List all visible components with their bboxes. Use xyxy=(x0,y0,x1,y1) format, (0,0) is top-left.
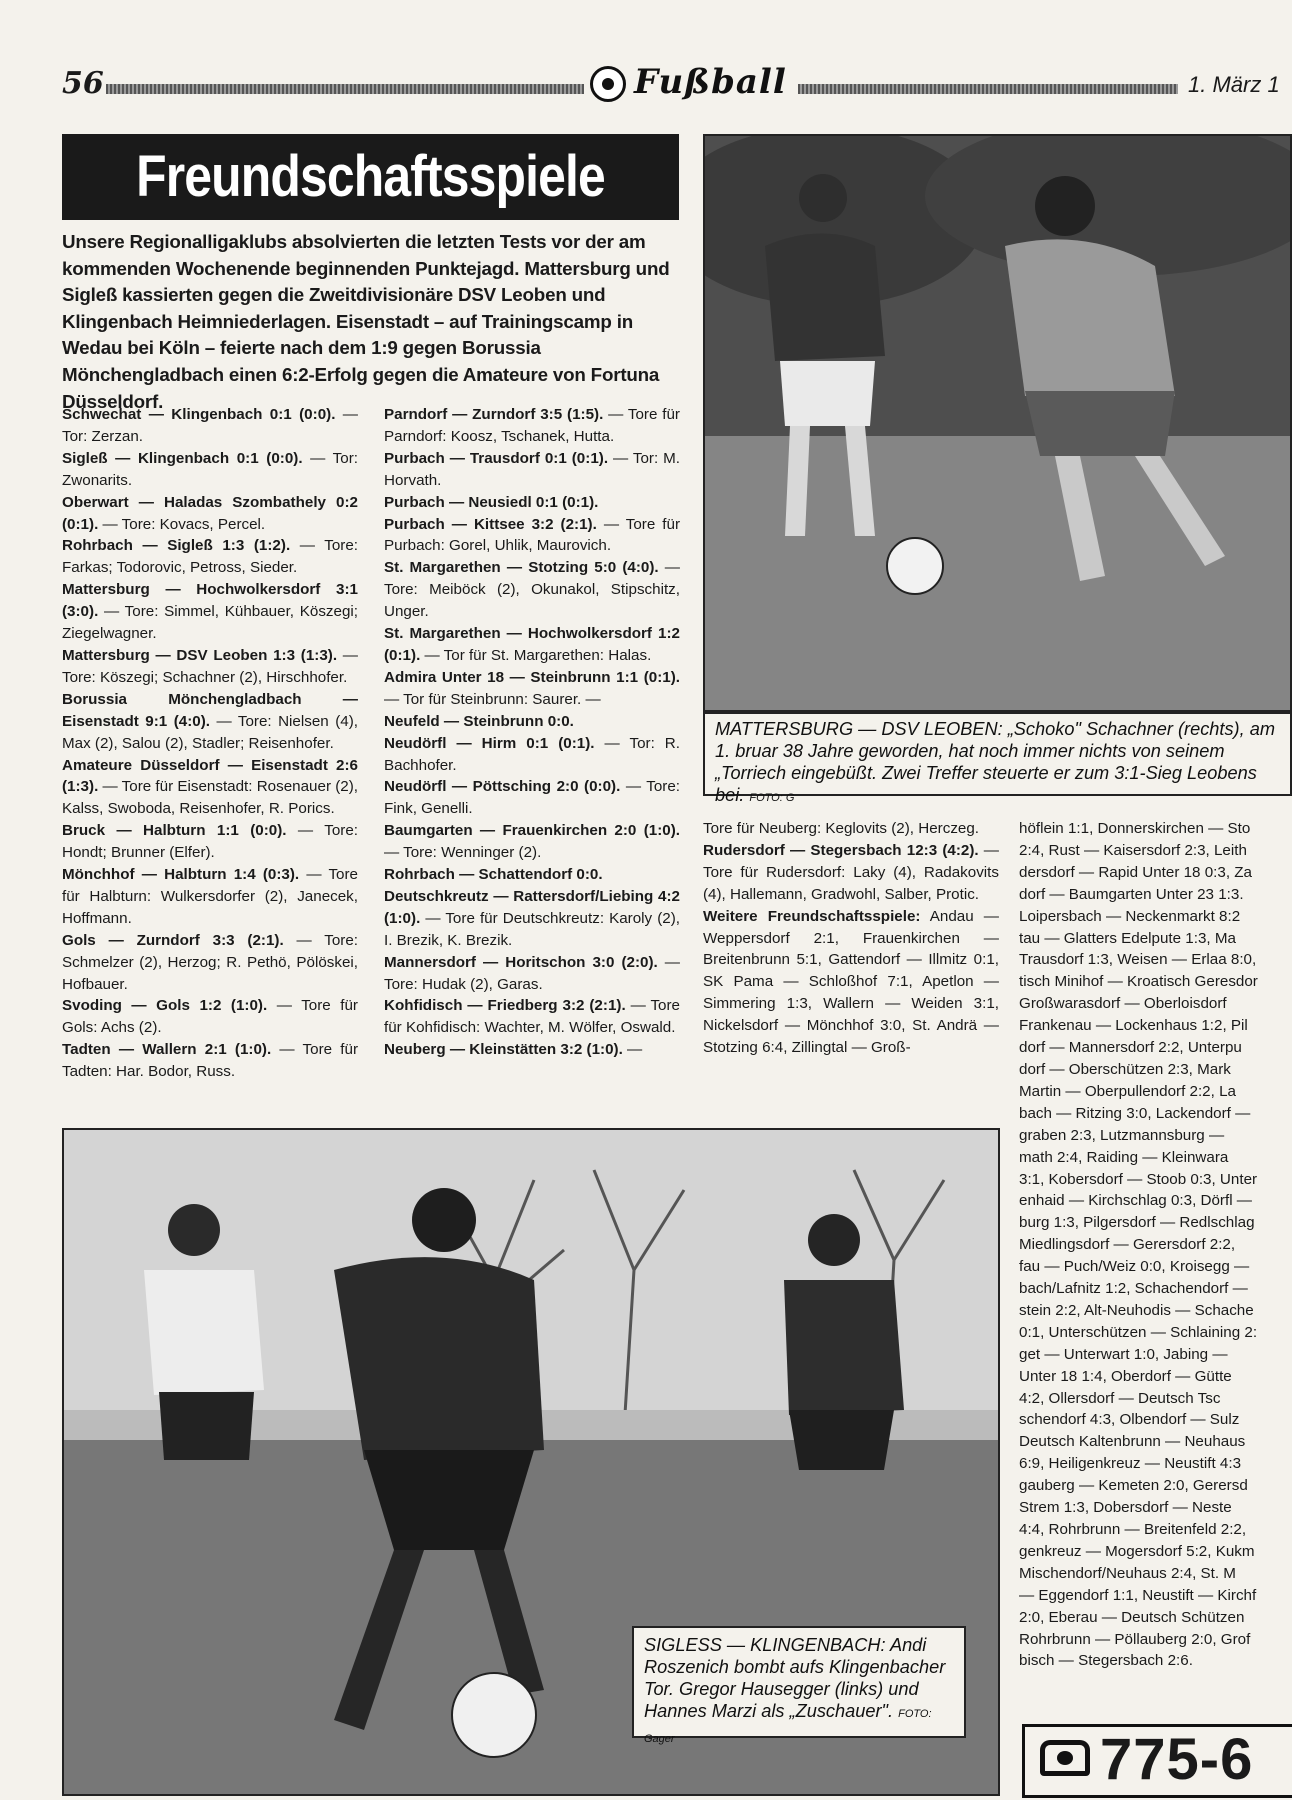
match-details: — Tore für Purbach: Gorel, Uhlik, Maurovich. xyxy=(384,515,680,555)
match-details: — Tore: Hondt; Brunner (Elfer). xyxy=(62,822,358,862)
section-title: Fußball xyxy=(634,62,787,102)
match-pairing: Neudörfl — Pöttsching 2:0 (0:0). xyxy=(384,778,621,796)
result-entry xyxy=(62,404,358,448)
result-line: 4:4, Rohrbrunn — Breitenfeld 2:2, xyxy=(1019,1521,1247,1538)
result-entry xyxy=(62,689,358,755)
match-details: — Tore für Gols: Achs (2). xyxy=(62,997,358,1037)
match-pairing: Mönchhof — Halbturn 1:4 (0:3). xyxy=(62,866,300,884)
result-line: 3:1, Kobersdorf — Stoob 0:3, Unter xyxy=(1019,1170,1258,1188)
header-rule-right xyxy=(798,84,1178,94)
result-line: dorf — Oberschützen 2:3, Mark xyxy=(1019,1060,1231,1078)
match-pairing: St. Margarethen — Hochwolkersdorf 1:2 (0:1). xyxy=(384,625,680,664)
result-entry xyxy=(384,711,680,733)
match-pairing: St. Margarethen — Stotzing 5:0 (4:0). xyxy=(384,559,659,577)
result-entry xyxy=(384,864,680,886)
result-entry xyxy=(62,1039,358,1083)
result-entry xyxy=(384,492,680,514)
match-details: — Tore für Parndorf: Koosz, Tschanek, Hutta. xyxy=(384,406,680,445)
match-details: — Tore für Halbturn: Wulkersdorfer (2), Janecek, Hoffmann. xyxy=(62,866,358,927)
result-entry xyxy=(703,906,999,1059)
phone-number: 775-6 xyxy=(1100,1727,1254,1792)
match-pairing: Purbach — Neusiedl 0:1 (0:1). xyxy=(384,493,599,511)
match-pairing: Neuberg — Kleinstätten 3:2 (1:0). xyxy=(384,1041,623,1059)
results-column-4 xyxy=(1019,818,1287,1672)
photo-players-illustration xyxy=(705,136,1292,712)
match-details: — Tore für Deutschkreutz: Karoly (2), I. Brezik, K. Brezik. xyxy=(384,909,680,949)
result-line: Deutsch Kaltenbrunn — Neuhaus xyxy=(1019,1433,1246,1451)
result-line: Loipersbach — Neckenmarkt 8:2 xyxy=(1019,907,1241,925)
match-pairing: Gols — Zurndorf 3:3 (2:1). xyxy=(62,931,284,949)
telephone-icon xyxy=(1040,1740,1090,1776)
photo-mattersburg-leoben xyxy=(703,134,1292,712)
result-line: get — Unterwart 1:0, Jabing — xyxy=(1019,1345,1228,1363)
match-details: — Tor: Zerzan. xyxy=(62,406,358,445)
result-line: tau — Glatters Edelpute 1:3, Ma xyxy=(1019,929,1236,947)
match-pairing: Tadten — Wallern 2:1 (1:0). xyxy=(62,1041,272,1059)
result-line: Miedlingsdorf — Gerersdorf 2:2, xyxy=(1019,1236,1236,1254)
result-line: Trausdorf 1:3, Weisen — Erlaa 8:0, xyxy=(1019,951,1257,969)
result-entry xyxy=(384,952,680,996)
match-pairing: Kohfidisch — Friedberg 3:2 (2:1). xyxy=(384,997,626,1015)
result-line: enhaid — Kirchschlag 0:3, Dörfl — xyxy=(1019,1192,1252,1210)
match-details: — xyxy=(622,1041,643,1059)
match-details: Andau — Weppersdorf 2:1, Frauenkirchen — Breitenbrunn 5:1, Gattendorf — Illmitz 0:1, SK Pama — Schloßhof 7:1, Apetlon — Simmering 1:3, Wallern — Weiden 3:1, Nickelsdorf — Mönchhof 3:0, St. Andrä — Stotzing 6:4, Zillingtal — Groß- xyxy=(703,907,999,1057)
match-pairing: Mannersdorf — Horitschon 3:0 (2:0). xyxy=(384,953,658,971)
result-entry xyxy=(62,755,358,821)
result-line: Martin — Oberpullendorf 2:2, La xyxy=(1019,1082,1236,1100)
match-pairing: Mattersburg — DSV Leoben 1:3 (1:3). xyxy=(62,646,338,664)
result-entry xyxy=(384,733,680,777)
result-line: höflein 1:1, Donnerskirchen — Sto xyxy=(1019,820,1251,837)
result-entry xyxy=(384,995,680,1039)
header-rule-left xyxy=(106,84,584,94)
match-pairing: Admira Unter 18 — Steinbrunn 1:1 (0:1). xyxy=(384,668,680,686)
photo2-credit: FOTO: Gager xyxy=(644,1708,932,1745)
result-line: — Eggendorf 1:1, Neustift — Kirchf xyxy=(1019,1586,1257,1604)
match-pairing: Sigleß — Klingenbach 0:1 (0:0). xyxy=(62,449,303,467)
match-details: — Tor: R. Bachhofer. xyxy=(384,734,680,774)
match-pairing: Baumgarten — Frauenkirchen 2:0 (1:0). xyxy=(384,822,680,840)
match-details: — Tore für Rudersdorf: Laky (4), Radakovits (4), Hallemann, Gradwohl, Salber, Protic. xyxy=(703,841,999,903)
match-pairing: Purbach — Kittsee 3:2 (2:1). xyxy=(384,515,597,533)
result-entry xyxy=(62,995,358,1039)
photo1-credit: FOTO: G xyxy=(749,792,795,804)
result-line: dersdorf — Rapid Unter 18 0:3, Za xyxy=(1019,863,1252,881)
match-details: — Tore: Hudak (2), Garas. xyxy=(384,953,680,993)
match-details: — Tore für Tadten: Har. Bodor, Russ. xyxy=(62,1041,359,1081)
result-line: dorf — Baumgarten Unter 23 1:3. xyxy=(1019,885,1244,903)
result-entry xyxy=(62,820,358,864)
phone-number-line xyxy=(1040,1726,1253,1793)
results-column-3 xyxy=(703,818,999,1059)
result-line: bisch — Stegersbach 2:6. xyxy=(1019,1652,1193,1670)
match-pairing: Neudörfl — Hirm 0:1 (0:1). xyxy=(384,734,595,752)
result-entry xyxy=(384,667,680,711)
result-line: Strem 1:3, Dobersdorf — Neste xyxy=(1019,1499,1232,1517)
match-details: — Tor für St. Margarethen: Halas. xyxy=(420,646,652,664)
result-entry xyxy=(384,886,680,952)
match-pairing: Schwechat — Klingenbach 0:1 (0:0). xyxy=(62,406,336,423)
match-pairing: Rohrbach — Schattendorf 0:0. xyxy=(384,866,603,884)
match-details: — Tore für Kohfidisch: Wachter, M. Wölfer, Oswald. xyxy=(384,997,680,1037)
page-header xyxy=(62,62,1292,108)
match-details: — Tore: Fink, Genelli. xyxy=(384,778,681,818)
result-line: 0:1, Unterschützen — Schlaining 2: xyxy=(1019,1323,1258,1341)
result-line: tisch Minihof — Kroatisch Geresdor xyxy=(1019,973,1258,991)
result-line: 2:4, Rust — Kaisersdorf 2:3, Leith xyxy=(1019,841,1247,859)
issue-date: 1. März 1 xyxy=(1188,72,1280,97)
result-entry xyxy=(384,1039,680,1061)
match-pairing: Mattersburg — Hochwolkersdorf 3:1 (3:0). xyxy=(62,581,358,621)
result-entry xyxy=(62,930,358,996)
article-title: Freundschaftsspiele xyxy=(136,144,605,209)
match-pairing: Rudersdorf — Stegersbach 12:3 (4:2). xyxy=(703,841,979,859)
result-line: fau — Puch/Weiz 0:0, Kroisegg — xyxy=(1019,1258,1250,1276)
match-pairing: Bruck — Halbturn 1:1 (0:0). xyxy=(62,822,287,840)
result-entry xyxy=(62,448,358,492)
results-column-1 xyxy=(62,404,358,1083)
match-details: — Tore: Köszegi; Schachner (2), Hirschhofer. xyxy=(62,646,358,686)
match-pairing: Borussia Mönchengladbach — Eisenstadt 9:1 (4:0). xyxy=(62,690,358,730)
result-line: 6:9, Heiligenkreuz — Neustift 4:3 xyxy=(1019,1455,1242,1473)
result-line: Mischendorf/Neuhaus 2:4, St. M xyxy=(1019,1564,1236,1582)
result-entry xyxy=(384,557,680,623)
result-entry xyxy=(62,645,358,689)
match-details: — Tore: Schmelzer (2), Herzog; R. Pethö, Pölöskei, Hofbauer. xyxy=(62,931,358,993)
match-details: — Tor: M. Horvath. xyxy=(384,449,681,489)
result-line: bach/Lafnitz 1:2, Schachendorf — xyxy=(1019,1280,1248,1298)
result-entry xyxy=(703,840,999,906)
result-entry xyxy=(384,514,680,558)
match-pairing: Parndorf — Zurndorf 3:5 (1:5). xyxy=(384,406,604,423)
result-entry xyxy=(384,820,680,864)
result-entry xyxy=(384,404,680,448)
photo1-caption xyxy=(703,712,1292,805)
match-pairing: Weitere Freundschaftsspiele: xyxy=(703,907,921,925)
article-lead: Unsere Regionalligaklubs absolvierten die letzten Tests vor der am kommenden Wochenende beginnenden Punktejagd. Mattersburg und Sigleß kassierten gegen die Zweitdivisionäre DSV Leoben und Klingenbach Heimniederlagen. Eisenstadt – auf Trainingscamp in Wedau bei Köln – feierte nach dem 1:9 gegen Borussia Mönchengladbach einen 6:2-Erfolg gegen die Amateure von Fortuna Düsseldorf. xyxy=(62,231,670,412)
match-details: Tore für Neuberg: Keglovits (2), Herczeg. xyxy=(703,820,980,837)
match-details: — Tor: Zwonarits. xyxy=(62,449,358,489)
result-line: Frankenau — Lockenhaus 1:2, Pil xyxy=(1019,1017,1248,1035)
result-entry xyxy=(384,623,680,667)
result-entry xyxy=(384,448,680,492)
results-column-2 xyxy=(384,404,680,1061)
match-details: — Tore: Nielsen (4), Max (2), Salou (2), Stadler; Reisenhofer. xyxy=(62,712,358,752)
photo2-caption-text: SIGLESS — KLINGENBACH: Andi Roszenich bombt aufs Klingenbacher Tor. Gregor Hausegger (links) und Hannes Marzi als „Zuschauer". xyxy=(644,1635,946,1721)
result-entry xyxy=(62,535,358,579)
result-line: genkreuz — Mogersdorf 5:2, Kukm xyxy=(1019,1542,1255,1560)
result-line: gauberg — Kemeten 2:0, Gerersd xyxy=(1019,1477,1248,1495)
result-line: schendorf 4:3, Olbendorf — Sulz xyxy=(1019,1411,1240,1429)
result-entry xyxy=(62,579,358,645)
result-line: Rohrbrunn — Pöllauberg 2:0, Grof xyxy=(1019,1630,1251,1648)
result-line: burg 1:3, Pilgersdorf — Redlschlag xyxy=(1019,1214,1255,1232)
match-pairing: Oberwart — Haladas Szombathely 0:2 (0:1). xyxy=(62,493,358,533)
match-details: — Tore: Kovacs, Percel. xyxy=(98,515,266,533)
match-details: — Tore: Wenninger (2). xyxy=(384,844,542,862)
page-number: 56 xyxy=(62,66,104,101)
photo2-caption xyxy=(632,1626,966,1745)
result-line: math 2:4, Raiding — Kleinwara xyxy=(1019,1148,1229,1166)
result-line: Großwarasdorf — Oberloisdorf xyxy=(1019,995,1227,1013)
match-details: — Tore: Simmel, Kühbauer, Köszegi; Ziegelwagner. xyxy=(62,603,358,643)
result-line: graben 2:3, Lutzmannsburg — xyxy=(1019,1126,1225,1144)
match-pairing: Purbach — Trausdorf 0:1 (0:1). xyxy=(384,449,609,467)
result-entry xyxy=(384,776,680,820)
result-line: bach — Ritzing 3:0, Lackendorf — xyxy=(1019,1104,1251,1122)
match-pairing: Rohrbach — Sigleß 1:3 (1:2). xyxy=(62,537,291,555)
football-icon xyxy=(590,66,626,102)
match-pairing: Svoding — Gols 1:2 (1:0). xyxy=(62,997,268,1015)
match-details: — Tore: Farkas; Todorovic, Petross, Sieder. xyxy=(62,537,358,577)
match-details: — Tore für Eisenstadt: Rosenauer (2), Kalss, Swoboda, Reisenhofer, R. Porics. xyxy=(62,778,359,818)
result-entry xyxy=(62,864,358,930)
match-details: — Tor für Steinbrunn: Saurer. — xyxy=(384,690,601,708)
result-entry xyxy=(62,492,358,536)
result-line: 4:2, Ollersdorf — Deutsch Tsc xyxy=(1019,1389,1221,1407)
match-pairing: Deutschkreutz — Rattersdorf/Liebing 4:2 (1:0). xyxy=(384,887,680,927)
result-entry xyxy=(703,818,999,840)
match-details: — Tore: Meiböck (2), Okunakol, Stipschitz, Unger. xyxy=(384,559,680,621)
result-line: stein 2:2, Alt-Neuhodis — Schache xyxy=(1019,1301,1254,1319)
match-pairing: Neufeld — Steinbrunn 0:0. xyxy=(384,712,574,730)
result-line: dorf — Mannersdorf 2:2, Unterpu xyxy=(1019,1039,1242,1057)
result-line: Unter 18 1:4, Oberdorf — Gütte xyxy=(1019,1367,1232,1385)
photo1-caption-text: MATTERSBURG — DSV LEOBEN: „Schoko" Schachner (rechts), am 1. bruar 38 Jahre geworden, hat noch immer nichts von seinem „Torriech eingebüßt. Zwei Treffer steuerte er zum 3:1-Sieg Leobens bei. xyxy=(715,719,1275,805)
result-line: 2:0, Eberau — Deutsch Schützen xyxy=(1019,1608,1245,1626)
match-pairing: Amateure Düsseldorf — Eisenstadt 2:6 (1:3). xyxy=(62,756,358,796)
